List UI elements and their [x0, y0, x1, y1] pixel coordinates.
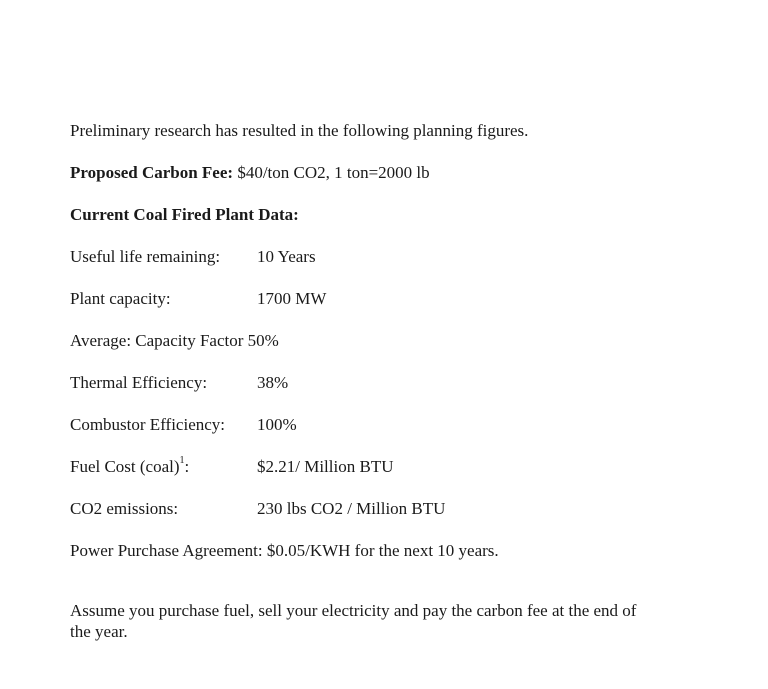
combustor-efficiency-value: 100% [257, 415, 297, 434]
fuel-cost-label-group [70, 457, 189, 477]
plant-capacity-row [70, 289, 670, 309]
fuel-cost-colon: : [184, 457, 190, 476]
combustor-efficiency-row [70, 415, 670, 435]
fuel-cost-footnote: 1 [179, 455, 185, 467]
fuel-cost-value: $2.21/ Million BTU [257, 457, 394, 476]
section-heading: Current Coal Fired Plant Data: [70, 205, 299, 224]
fuel-cost-label: Fuel Cost (coal) [70, 457, 180, 476]
ppa-text: Power Purchase Agreement: $0.05/KWH for the next 10 years. [70, 541, 499, 560]
carbon-fee-line [70, 163, 430, 183]
fuel-cost-row [70, 457, 670, 477]
capacity-factor-row: Average: Capacity Factor 50% [70, 331, 279, 350]
useful-life-label: Useful life remaining: [70, 247, 221, 266]
combustor-efficiency-label: Combustor Efficiency: [70, 415, 226, 434]
intro-text: Preliminary research has resulted in the following planning figures. [70, 121, 529, 140]
carbon-fee-label: Proposed Carbon Fee: [70, 163, 234, 182]
plant-capacity-value: 1700 MW [257, 289, 327, 308]
co2-emissions-label: CO2 emissions: [70, 499, 179, 518]
plant-capacity-label: Plant capacity: [70, 289, 171, 308]
carbon-fee-value: $40/ton CO2, 1 ton=2000 lb [237, 163, 430, 182]
thermal-efficiency-label: Thermal Efficiency: [70, 373, 208, 392]
thermal-efficiency-value: 38% [257, 373, 289, 392]
thermal-efficiency-row [70, 373, 670, 393]
useful-life-value: 10 Years [257, 247, 316, 266]
useful-life-row [70, 247, 670, 267]
co2-emissions-row [70, 499, 670, 519]
co2-emissions-value: 230 lbs CO2 / Million BTU [257, 499, 446, 518]
assumption-paragraph: Assume you purchase fuel, sell your electricity and pay the carbon fee at the end of the year. [70, 601, 637, 641]
